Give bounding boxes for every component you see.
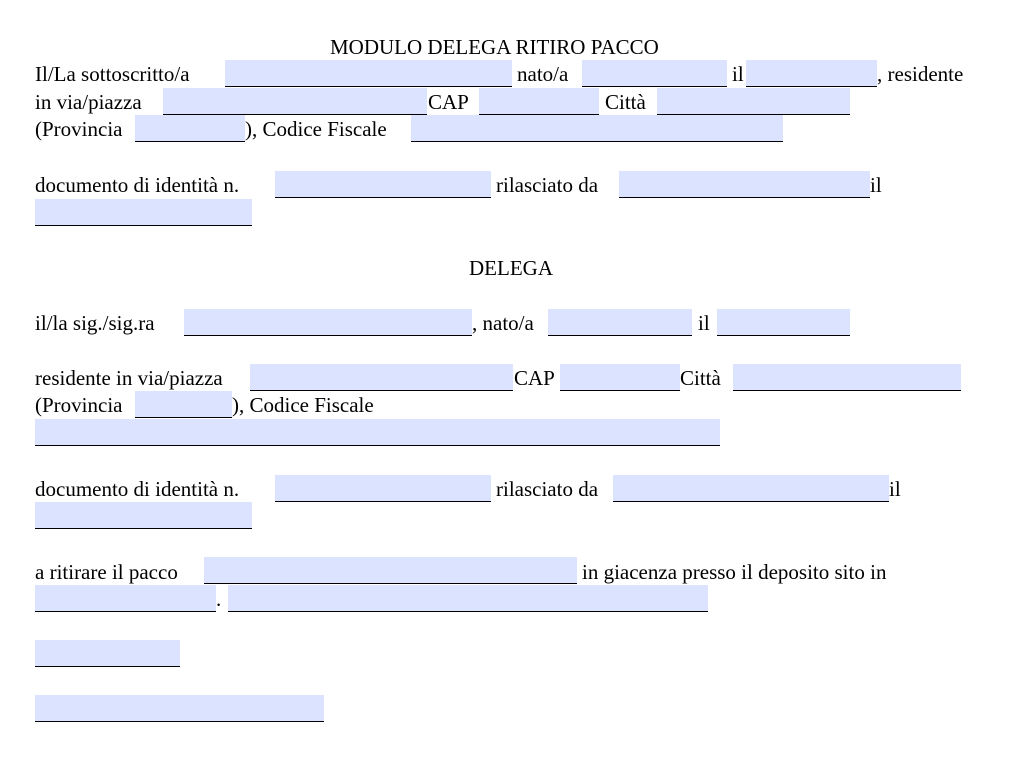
delegante-name-field[interactable] [225, 60, 512, 87]
delegante-issue-date-field[interactable] [35, 199, 252, 226]
label-cap: CAP [428, 90, 469, 114]
date-field[interactable] [35, 640, 180, 667]
label-delegato-citta: Città [680, 366, 721, 390]
package-field[interactable] [204, 557, 577, 584]
label-nato: nato/a [517, 62, 569, 86]
delegante-cap-field[interactable] [479, 88, 599, 115]
label-ritirare: a ritirare il pacco [35, 560, 178, 584]
label-il: il [732, 62, 744, 86]
delegante-issuer-field[interactable] [619, 171, 870, 198]
delegante-tax-code-field[interactable] [411, 115, 783, 142]
label-delegato-cap: CAP [514, 366, 555, 390]
label-provincia: (Provincia [35, 117, 123, 141]
label-giacenza: in giacenza presso il deposito sito in [582, 560, 887, 584]
delegante-city-field[interactable] [657, 88, 850, 115]
delega-heading: DELEGA [469, 256, 553, 280]
delegato-birthdate-field[interactable] [717, 309, 850, 336]
label-sottoscritto: Il/La sottoscritto/a [35, 62, 190, 86]
label-delegato-il-issue: il [889, 477, 901, 501]
label-documento: documento di identità n. [35, 173, 240, 197]
delegato-birthplace-field[interactable] [548, 309, 692, 336]
delegato-document-number-field[interactable] [275, 475, 491, 502]
signature-field[interactable] [35, 695, 324, 722]
label-delegato-il: il [698, 311, 710, 335]
delegante-document-number-field[interactable] [275, 171, 491, 198]
delegato-issue-date-field[interactable] [35, 502, 252, 529]
delegante-birthplace-field[interactable] [582, 60, 727, 87]
label-citta: Città [605, 90, 646, 114]
delegante-birthdate-field[interactable] [746, 60, 877, 87]
delegato-tax-code-field[interactable] [35, 419, 720, 446]
delegato-address-field[interactable] [250, 364, 513, 391]
label-delegato-residente: residente in via/piazza [35, 366, 223, 390]
delegato-city-field[interactable] [733, 364, 961, 391]
label-codice-fiscale: ), Codice Fiscale [245, 117, 387, 141]
delegato-province-field[interactable] [135, 391, 232, 418]
delegante-address-field[interactable] [163, 88, 427, 115]
delegato-name-field[interactable] [184, 309, 472, 336]
label-via: in via/piazza [35, 90, 142, 114]
deposit-location-field[interactable] [35, 585, 216, 612]
label-delegato-rilasciato: rilasciato da [496, 477, 599, 501]
label-rilasciato: rilasciato da [496, 173, 599, 197]
delegato-issuer-field[interactable] [613, 475, 889, 502]
label-delegato-provincia: (Provincia [35, 393, 123, 417]
label-delegato-documento: documento di identità n. [35, 477, 240, 501]
delegante-province-field[interactable] [135, 115, 245, 142]
label-delegato-nato: , nato/a [472, 311, 534, 335]
label-sig: il/la sig./sig.ra [35, 311, 155, 335]
label-residente: , residente [877, 62, 964, 86]
label-il-issue: il [870, 173, 882, 197]
period: . [216, 587, 222, 611]
page-title: MODULO DELEGA RITIRO PACCO [330, 35, 659, 59]
delegato-cap-field[interactable] [560, 364, 680, 391]
deposit-address-field[interactable] [228, 585, 708, 612]
label-delegato-codice-fiscale: ), Codice Fiscale [232, 393, 374, 417]
